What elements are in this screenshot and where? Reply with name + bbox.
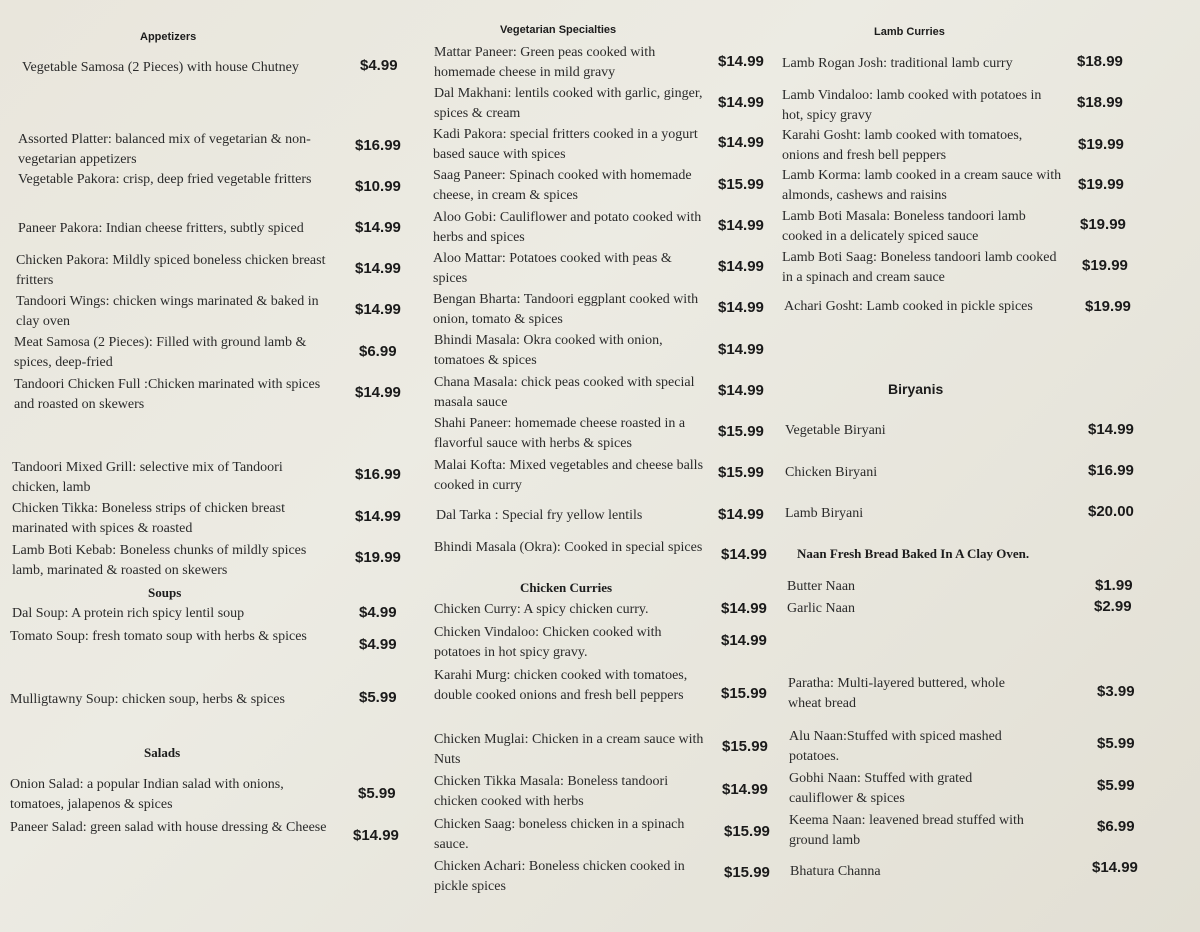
menu-item-name: Malai Kofta: Mixed vegetables and cheese balls cooked in curry (434, 458, 704, 493)
menu-item-name: Butter Naan (787, 579, 856, 594)
menu-item-price: $19.99 (1082, 257, 1128, 274)
menu-item-price: $14.99 (721, 546, 767, 563)
menu-item-price: $1.99 (1095, 577, 1133, 594)
menu-item-name: Chicken Tikka: Boneless strips of chicken breast marinated with spices & roasted (12, 501, 285, 536)
menu-item-price: $16.99 (1088, 462, 1134, 479)
menu-item-price: $19.99 (1078, 176, 1124, 193)
menu-item-price: $14.99 (353, 827, 399, 844)
menu-item-name: Tandoori Mixed Grill: selective mix of Tandoori chicken, lamb (12, 460, 283, 495)
menu-item-price: $14.99 (355, 219, 401, 236)
menu-item-price: $5.99 (359, 689, 397, 706)
menu-item-name: Bhindi Masala: Okra cooked with onion, tomatoes & spices (434, 333, 663, 368)
lamb-heading: Lamb Curries (874, 26, 945, 38)
salads-heading: Salads (144, 745, 181, 760)
menu-item-name: Bhindi Masala (Okra): Cooked in special spices (434, 540, 703, 555)
menu-item-price: $18.99 (1077, 94, 1123, 111)
menu-item-name: Bengan Bharta: Tandoori eggplant cooked with onion, tomato & spices (433, 292, 699, 327)
menu-item-price: $15.99 (722, 738, 768, 755)
menu-item-name: Bhatura Channa (790, 864, 881, 879)
menu-item-price: $14.99 (355, 508, 401, 525)
menu-item-name: Lamb Vindaloo: lamb cooked with potatoes in hot, spicy gravy (782, 88, 1042, 123)
menu-item-price: $14.99 (718, 382, 764, 399)
menu-item-price: $14.99 (718, 53, 764, 70)
menu-item-price: $19.99 (1078, 136, 1124, 153)
menu-item-name: Tandoori Wings: chicken wings marinated & baked in clay oven (16, 294, 319, 329)
menu-item-name: Onion Salad: a popular Indian salad with onions, tomatoes, jalapenos & spices (10, 777, 284, 812)
menu-item-price: $14.99 (718, 94, 764, 111)
menu-item-name: Meat Samosa (2 Pieces): Filled with ground lamb & spices, deep-fried (14, 335, 307, 370)
menu-item-price: $14.99 (355, 301, 401, 318)
menu-item-name: Gobhi Naan: Stuffed with grated cauliflower & spices (789, 771, 973, 806)
menu-item-price: $10.99 (355, 178, 401, 195)
menu-item-name: Dal Makhani: lentils cooked with garlic, ginger, spices & cream (434, 86, 703, 121)
menu-item-name: Shahi Paneer: homemade cheese roasted in a flavorful sauce with herbs & spices (434, 416, 686, 451)
menu-item-price: $14.99 (718, 341, 764, 358)
menu-item-name: Chicken Curry: A spicy chicken curry. (434, 602, 649, 617)
menu-item-name: Tandoori Chicken Full :Chicken marinated with spices and roasted on skewers (14, 377, 321, 412)
menu-item-price: $14.99 (718, 217, 764, 234)
menu-item-price: $14.99 (721, 632, 767, 649)
menu-item-name: Lamb Korma: lamb cooked in a cream sauce with almonds, cashews and raisins (782, 168, 1062, 203)
menu-item-name: Lamb Rogan Josh: traditional lamb curry (782, 56, 1013, 71)
menu-item-name: Aloo Mattar: Potatoes cooked with peas & spices (433, 251, 672, 286)
menu-item-price: $15.99 (724, 823, 770, 840)
menu-item-price: $6.99 (359, 343, 397, 360)
menu-item-price: $18.99 (1077, 53, 1123, 70)
menu-item-name: Karahi Gosht: lamb cooked with tomatoes, onions and fresh bell peppers (782, 128, 1023, 163)
menu-item-price: $14.99 (722, 781, 768, 798)
appetizers-heading: Appetizers (140, 31, 197, 43)
menu-item-price: $19.99 (1080, 216, 1126, 233)
menu-item-name: Keema Naan: leavened bread stuffed with ground lamb (789, 813, 1024, 848)
menu-item-name: Achari Gosht: Lamb cooked in pickle spices (784, 299, 1033, 314)
menu-item-name: Mulligtawny Soup: chicken soup, herbs & spices (10, 692, 285, 707)
menu-item-name: Aloo Gobi: Cauliflower and potato cooked with herbs and spices (433, 210, 702, 245)
menu-item-price: $16.99 (355, 137, 401, 154)
menu-item-name: Lamb Boti Masala: Boneless tandoori lamb cooked in a delicately spiced sauce (782, 209, 1026, 244)
menu-item-name: Saag Paneer: Spinach cooked with homemade cheese, in cream & spices (433, 168, 692, 203)
menu-item-name: Lamb Biryani (785, 506, 864, 521)
menu-item-price: $15.99 (721, 685, 767, 702)
menu-item-name: Tomato Soup: fresh tomato soup with herbs & spices (10, 629, 307, 644)
menu-item-price: $14.99 (718, 134, 764, 151)
chicken-curries-heading: Chicken Curries (520, 580, 613, 595)
menu-item-name: Chicken Muglai: Chicken in a cream sauce with Nuts (434, 732, 704, 767)
menu-item-price: $4.99 (360, 57, 398, 74)
menu-item-price: $14.99 (1092, 859, 1138, 876)
menu-item-name: Mattar Paneer: Green peas cooked with homemade cheese in mild gravy (434, 45, 656, 80)
menu-item-name: Paneer Pakora: Indian cheese fritters, subtly spiced (18, 221, 304, 236)
menu-item-price: $14.99 (718, 299, 764, 316)
biryanis-heading: Biryanis (888, 381, 944, 397)
menu-item-price: $6.99 (1097, 818, 1135, 835)
menu-item-name: Paneer Salad: green salad with house dressing & Cheese (10, 820, 327, 835)
menu-item-price: $14.99 (718, 258, 764, 275)
menu-item-price: $5.99 (1097, 735, 1135, 752)
menu-item-price: $15.99 (718, 464, 764, 481)
menu-item-price: $20.00 (1088, 503, 1134, 520)
menu-item-name: Dal Tarka : Special fry yellow lentils (436, 508, 643, 523)
menu-item-name: Chicken Saag: boneless chicken in a spinach sauce. (434, 817, 685, 852)
menu-item-name: Vegetable Biryani (785, 423, 886, 438)
menu-item-name: Karahi Murg: chicken cooked with tomatoes, double cooked onions and fresh bell peppers (434, 668, 688, 703)
menu-item-price: $14.99 (718, 506, 764, 523)
menu-item-price: $19.99 (1085, 298, 1131, 315)
menu-item-name: Alu Naan:Stuffed with spiced mashed potatoes. (789, 729, 1002, 764)
menu-item-name: Lamb Boti Kebab: Boneless chunks of mildly spices lamb, marinated & roasted on skewers (12, 543, 307, 578)
menu-item-name: Vegetable Samosa (2 Pieces) with house Chutney (22, 60, 299, 75)
menu-item-name: Assorted Platter: balanced mix of vegetarian & non-vegetarian appetizers (18, 132, 311, 167)
menu-item-price: $5.99 (1097, 777, 1135, 794)
menu-item-price: $15.99 (718, 176, 764, 193)
menu-item-price: $19.99 (355, 549, 401, 566)
menu-item-price: $2.99 (1094, 598, 1132, 615)
menu-item-price: $4.99 (359, 604, 397, 621)
menu-item-price: $5.99 (358, 785, 396, 802)
menu-item-name: Vegetable Pakora: crisp, deep fried vegetable fritters (18, 172, 312, 187)
veg-heading: Vegetarian Specialties (500, 24, 617, 36)
menu-item-name: Lamb Boti Saag: Boneless tandoori lamb cooked in a spinach and cream sauce (782, 250, 1057, 285)
menu-item-price: $14.99 (1088, 421, 1134, 438)
menu-item-price: $15.99 (724, 864, 770, 881)
menu-item-price: $15.99 (718, 423, 764, 440)
menu-item-name: Chicken Achari: Boneless chicken cooked in pickle spices (434, 859, 685, 894)
menu-item-price: $14.99 (721, 600, 767, 617)
menu-item-name: Chicken Pakora: Mildly spiced boneless chicken breast fritters (16, 253, 326, 288)
menu-item-price: $16.99 (355, 466, 401, 483)
menu-item-price: $4.99 (359, 636, 397, 653)
naan-heading: Naan Fresh Bread Baked In A Clay Oven. (797, 546, 1030, 561)
menu-item-name: Dal Soup: A protein rich spicy lentil soup (12, 606, 245, 621)
soups-heading: Soups (148, 585, 182, 600)
menu-item-price: $3.99 (1097, 683, 1135, 700)
menu-item-name: Chana Masala: chick peas cooked with special masala sauce (434, 375, 695, 410)
menu-item-price: $14.99 (355, 384, 401, 401)
menu-item-name: Kadi Pakora: special fritters cooked in a yogurt based sauce with spices (433, 127, 698, 162)
menu-item-price: $14.99 (355, 260, 401, 277)
menu-item-name: Paratha: Multi-layered buttered, whole wheat bread (788, 676, 1005, 711)
menu-item-name: Garlic Naan (787, 601, 856, 616)
menu-item-name: Chicken Vindaloo: Chicken cooked with potatoes in hot spicy gravy. (434, 625, 662, 660)
menu-item-name: Chicken Tikka Masala: Boneless tandoori chicken cooked with herbs (434, 774, 669, 809)
menu-item-name: Chicken Biryani (785, 465, 878, 480)
